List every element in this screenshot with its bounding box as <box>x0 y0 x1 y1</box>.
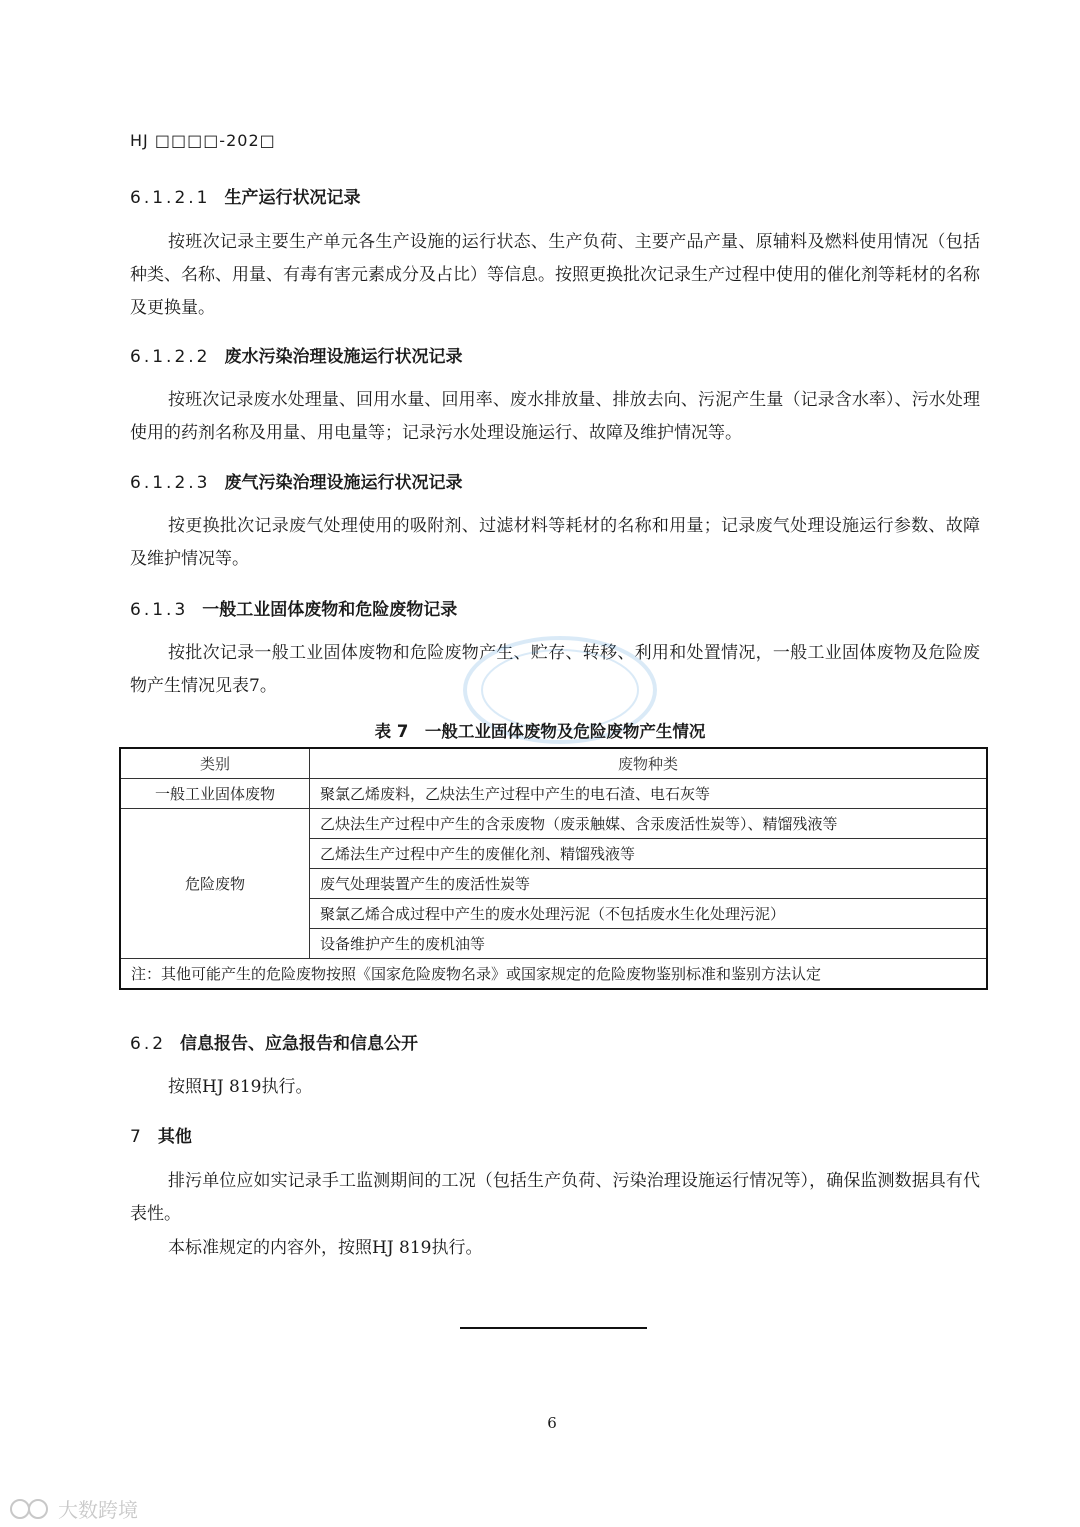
section-heading-6-1-2-1 <box>130 183 360 208</box>
section-heading-6-1-2-3 <box>130 468 462 493</box>
section-number: 6.1.2.3 <box>130 473 211 493</box>
end-rule <box>460 1327 647 1329</box>
section-number: 7 <box>130 1127 144 1147</box>
section-heading-6-2 <box>130 1029 418 1054</box>
section-number: 6.2 <box>130 1034 167 1054</box>
section-number: 6.1.2.2 <box>130 347 211 367</box>
watermark-text: 大数跨境 <box>58 1498 138 1522</box>
table-caption: 表 7 一般工业固体废物及危险废物产生情况 <box>374 722 706 741</box>
section-heading-6-1-2-2 <box>130 342 462 367</box>
source-watermark <box>8 1494 138 1523</box>
hazardous-waste-item: 乙炔法生产过程中产生的含汞废物（废汞触媒、含汞废活性炭等）、精馏残液等 <box>310 809 988 839</box>
hazardous-waste-item: 设备维护产生的废机油等 <box>310 929 988 959</box>
section-title: 废气污染治理设施运行状况记录 <box>224 473 463 493</box>
hazardous-waste-label: 危险废物 <box>120 809 310 959</box>
waste-table <box>119 747 988 990</box>
table-header-row <box>120 748 987 779</box>
general-waste-label: 一般工业固体废物 <box>120 779 310 809</box>
table-row-general <box>120 779 987 809</box>
paragraph-production-records: 按班次记录主要生产单元各生产设施的运行状态、生产负荷、主要产品产量、原辅料及燃料使用情况（包括种类、名称、用量、有毒有害元素成分及占比）等信息。按照更换批次记录生产过程中使用的催化剂等耗材的名称及更换量。 <box>130 232 980 318</box>
section-title: 废水污染治理设施运行状况记录 <box>224 347 463 367</box>
section-title: 生产运行状况记录 <box>224 188 361 208</box>
section-number: 6.1.3 <box>130 600 189 620</box>
column-header-category: 类别 <box>120 748 310 779</box>
general-waste-item: 聚氯乙烯废料，乙炔法生产过程中产生的电石渣、电石灰等 <box>310 779 988 809</box>
paragraph-info-report: 按照HJ 819执行。 <box>168 1077 313 1097</box>
paragraph-solid-waste-records: 按批次记录一般工业固体废物和危险废物产生、贮存、转移、利用和处置情况，一般工业固体废物及危险废物产生情况见表7。 <box>130 643 980 696</box>
chat-bubbles-icon <box>8 1497 52 1521</box>
paragraph-other-provisions: 本标准规定的内容外，按照HJ 819执行。 <box>168 1238 483 1258</box>
hazardous-waste-item: 废气处理装置产生的废活性炭等 <box>310 869 988 899</box>
hazardous-waste-item: 乙烯法生产过程中产生的废催化剂、精馏残液等 <box>310 839 988 869</box>
paragraph-working-conditions: 排污单位应如实记录手工监测期间的工况（包括生产负荷、污染治理设施运行情况等），确保监测数据具有代表性。 <box>130 1171 980 1224</box>
table-note-row <box>120 959 987 990</box>
table-row-hazard <box>120 809 987 839</box>
column-header-waste-type: 废物种类 <box>310 748 988 779</box>
page-number: 6 <box>547 1414 557 1432</box>
section-number: 6.1.2.1 <box>130 188 211 208</box>
paragraph-exhaust-records: 按更换批次记录废气处理使用的吸附剂、过滤材料等耗材的名称和用量；记录废气处理设施运行参数、故障及维护情况等。 <box>130 516 980 569</box>
section-heading-6-1-3 <box>130 595 457 620</box>
hazardous-waste-item: 聚氯乙烯合成过程中产生的废水处理污泥（不包括废水生化处理污泥） <box>310 899 988 929</box>
section-title: 信息报告、应急报告和信息公开 <box>180 1034 419 1054</box>
section-title: 一般工业固体废物和危险废物记录 <box>202 600 458 620</box>
paragraph-wastewater-records: 按班次记录废水处理量、回用水量、回用率、废水排放量、排放去向、污泥产生量（记录含水率）、污水处理使用的药剂名称及用量、用电量等；记录污水处理设施运行、故障及维护情况等。 <box>130 390 980 443</box>
standard-code-header: HJ □□□□-202□ <box>130 131 276 150</box>
table-note: 注：其他可能产生的危险废物按照《国家危险废物名录》或国家规定的危险废物鉴别标准和鉴别方法认定 <box>120 959 987 990</box>
section-heading-7 <box>130 1122 192 1147</box>
section-title: 其他 <box>157 1127 192 1147</box>
